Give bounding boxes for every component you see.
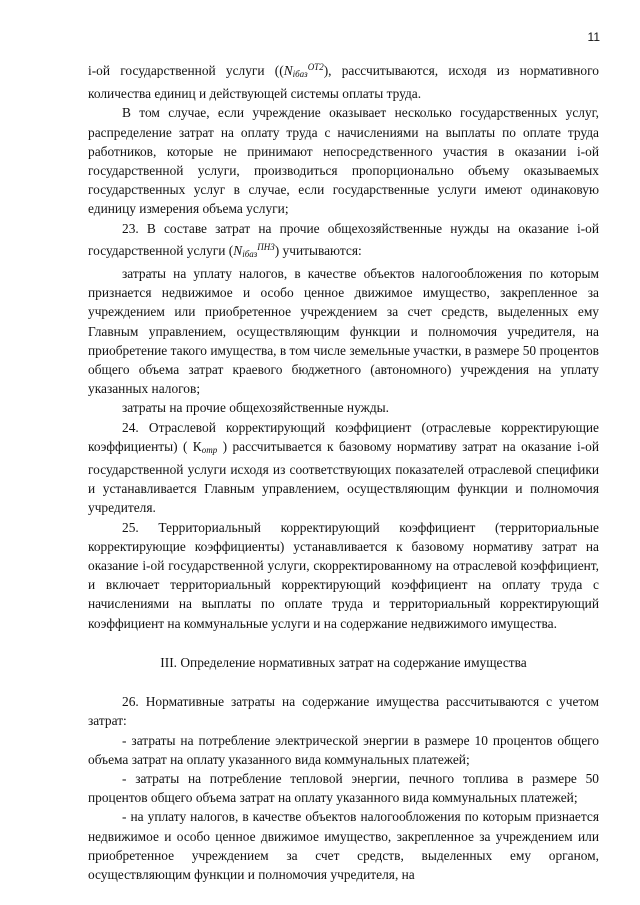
list-item-electricity: - затраты на потребление электрической энергии в размере 10 процентов общего объема затрат на оплату указанного вида коммунальных платежей; xyxy=(88,732,599,767)
paragraph-item-25: 25. Территориальный корректирующий коэффициент (территориальные корректирующие коэффициенты) устанавливается к базовому нормативу затрат на оказание i-ой государственной услуги, скорректированному на отраслевой коэффициент, и включает территориальный корректирующий коэффициент на оплату труда с начислениями на выплаты по оплате труда и территориальный корректирующий коэффициент на коммунальные услуги и на содержание недвижимого имущества. xyxy=(88,519,599,631)
paragraph-salary-norm: i-ой государственной услуги ($(N_{iбаз}^{ОТ2})$, рассчитываются, исходя из нормативного количества единиц и действующей системы оплаты труда. xyxy=(88,62,599,102)
paragraph-item-26: 26. Нормативные затраты на содержание имущества рассчитываются с учетом затрат: xyxy=(88,694,599,729)
list-item-taxes: - на уплату налогов, в качестве объектов налогообложения по которым признается недвижимое и особо ценное движимое имущество, закрепленное за учреждением или приобретенное учреждением за счет средств, выделенных ему органом, осуществляющим функции и полномочия учредителя, на xyxy=(88,809,599,882)
paragraph-cost-distribution: В том случае, если учреждение оказывает несколько государственных услуг, распределение затрат на оплату труда с начислениями на выплаты по оплате труда работников, которые не принимают непосредственного участия в оказании i-ой государственной услуги, производиться пропорционально объему оказываемых государственных услуг в случае, если государственные услуги имеют одинаковую единицу измерения объема услуги; xyxy=(88,105,599,217)
document-body xyxy=(88,58,599,884)
paragraph-item-24: 24. Отраслевой корректирующий коэффициент (отраслевые корректирующие коэффициенты) ( $К_{отр}$ ) рассчитывается к базовому нормативу затрат на оказание i-ой государственной услуги исходя из соответствующих показателей отраслевой специфики и устанавливается Главным управлением, осуществляющим функции и полномочия учредителя. xyxy=(88,419,599,516)
paragraph-tax-costs: затраты на уплату налогов, в качестве объектов налогообложения по которым признается недвижимое и особо ценное движимое имущество, закрепленное за учреждением или приобретенное учреждением за счет средств, выделенных ему Главным управлением, осуществляющим функции и полномочия учредителя, на приобретение такого имущества, в том числе земельные участки, в размере 50 процентов общего объема затрат краевого бюджетного (автономного) учреждения на уплату указанных налогов; xyxy=(88,266,599,397)
section-heading: III. Определение нормативных затрат на содержание имущества xyxy=(160,654,527,670)
paragraph-other-needs: затраты на прочие общехозяйственные нужды. xyxy=(122,400,390,416)
list-item-heat: - затраты на потребление тепловой энергии, печного топлива в размере 50 процентов общего объема затрат на оплату указанного вида коммунальных платежей; xyxy=(88,770,599,806)
page-number: 11 xyxy=(587,30,600,44)
paragraph-item-23: 23. В составе затрат на прочие общехозяйственные нужды на оказание i-ой государственной услуги $(N_{iбаз}^{ПНЗ})$ учитываются: xyxy=(88,220,599,259)
